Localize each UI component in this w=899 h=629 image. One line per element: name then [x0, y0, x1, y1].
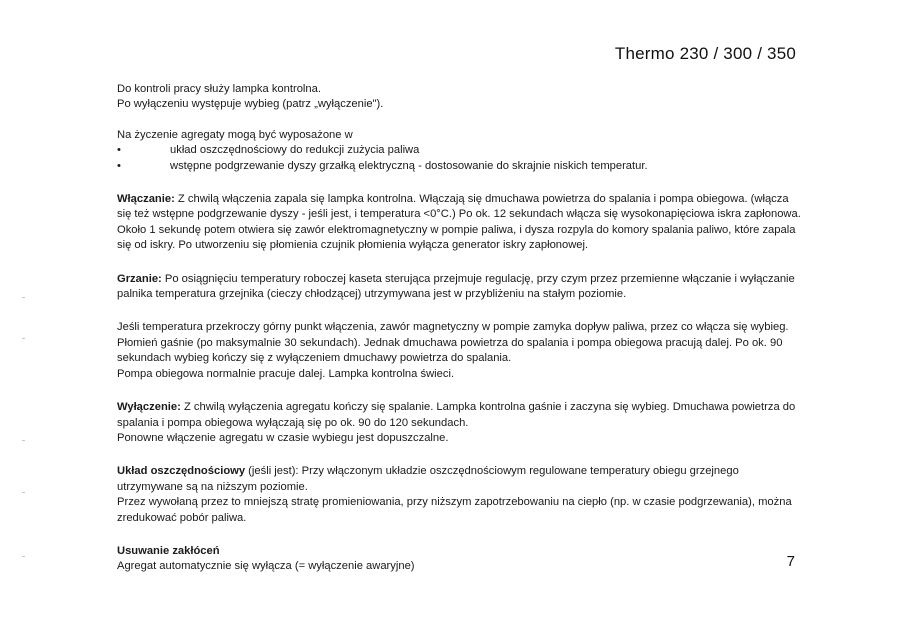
- options-list-item: [117, 143, 803, 158]
- section-przekroczenie-line-2: Pompa obiegowa normalnie pracuje dalej. Lampka kontrolna świeci.: [117, 367, 455, 380]
- section-uklad: [117, 464, 803, 495]
- section-przekroczenie: Jeśli temperatura przekroczy górny punkt włączenia, zawór magnetyczny w pompie zamyka dopływ paliwa, przez co włącza się wybieg. Płomień gaśnie (po maksymalnie 30 sekundach). Jednak dmuchawa powietrza do spalania i pompa obiegowa pracują dalej. Po ok. 90 sekundach wybieg kończy się z wyłączeniem dmuchawy powietrza do spalania.: [117, 321, 789, 365]
- options-list-item: [117, 159, 803, 174]
- intro-line-1: Do kontroli pracy służy lampka kontrolna.: [117, 83, 321, 95]
- section-heading: Włączanie:: [117, 193, 175, 206]
- bullet-icon: •: [117, 159, 121, 172]
- section-usuwanie-heading: Usuwanie zakłóceń: [117, 544, 220, 557]
- section-wylaczenie-line-2: Ponowne włączenie agregatu w czasie wybiegu jest dopuszczalne.: [117, 431, 449, 444]
- section-heading: Układ oszczędnościowy: [117, 465, 246, 478]
- scan-speck: [22, 297, 25, 298]
- section-text: Z chwilą włączenia zapala się lampka kontrolna. Włączają się dmuchawa powietrza do spalania i pompa obiegowa. (włącza się też wstępne podgrzewanie dyszy - jeśli jest, i temperatura <0°C.) Po ok. 12 sekundach włącza się wysokonapięciowa iskra zapłonowa. Około 1 sekundę potem otwiera się zawór elektromagnetyczny w pompie paliwa, i dysza rozpyla do komory spalania paliwo, które zapala się od iskry. Po utworzeniu się płomienia czujnik płomienia wyłącza generator iskry zapłonowej.: [117, 193, 801, 252]
- scan-speck: [22, 338, 25, 339]
- section-text: Z chwilą wyłączenia agregatu kończy się spalanie. Lampka kontrolna gaśnie i zaczyna się wybieg. Dmuchawa powietrza do spalania i pompa obiegowa wyłączają się po ok. 90 do 120 sekundach.: [117, 401, 796, 429]
- bullet-icon: •: [117, 144, 121, 157]
- section-usuwanie-text: Agregat automatycznie się wyłącza (= wyłączenie awaryjne): [117, 560, 415, 573]
- intro-line-2: Po wyłączeniu występuje wybieg (patrz „wyłączenie").: [117, 98, 384, 111]
- document-body: [117, 82, 803, 575]
- section-wlaczanie: [117, 192, 803, 254]
- section-wylaczenie: [117, 400, 803, 431]
- section-text: Po osiągnięciu temperatury roboczej kaseta sterująca przejmuje regulację, przy czym przez przemienne włączanie i wyłączanie palnika temperatura grzejnika (cieczy chłodzącej) utrzymywana jest w przybliżeniu na stałym poziomie.: [117, 272, 795, 301]
- scan-speck: [22, 556, 25, 557]
- options-item-text: wstępne podgrzewanie dyszy grzałką elektryczną - dostosowanie do skrajnie niskich temperatur.: [170, 159, 648, 172]
- options-lead: Na życzenie agregaty mogą być wyposażone w: [117, 128, 353, 141]
- options-item-text: układ oszczędnościowy do redukcji zużycia paliwa: [170, 144, 420, 157]
- document-header-title: Thermo 230 / 300 / 350: [614, 44, 796, 63]
- page-number: 7: [786, 553, 795, 570]
- section-heading: Wyłączenie:: [117, 401, 181, 414]
- section-uklad-line-2: Przez wywołaną przez to mniejszą stratę promieniowania, przy niższym zapotrzebowaniu na ciepło (np. w czasie podgrzewania), można zredukować pobór paliwa.: [117, 496, 792, 524]
- scan-speck: [22, 492, 25, 493]
- scan-speck: [22, 440, 25, 441]
- section-text: (jeśli jest): Przy włączonym układzie oszczędnościowym regulowane temperatury obiegu grzejnego utrzymywane są na niższym poziomie.: [117, 465, 739, 493]
- section-heading: Grzanie:: [117, 272, 162, 285]
- section-grzanie: [117, 272, 803, 303]
